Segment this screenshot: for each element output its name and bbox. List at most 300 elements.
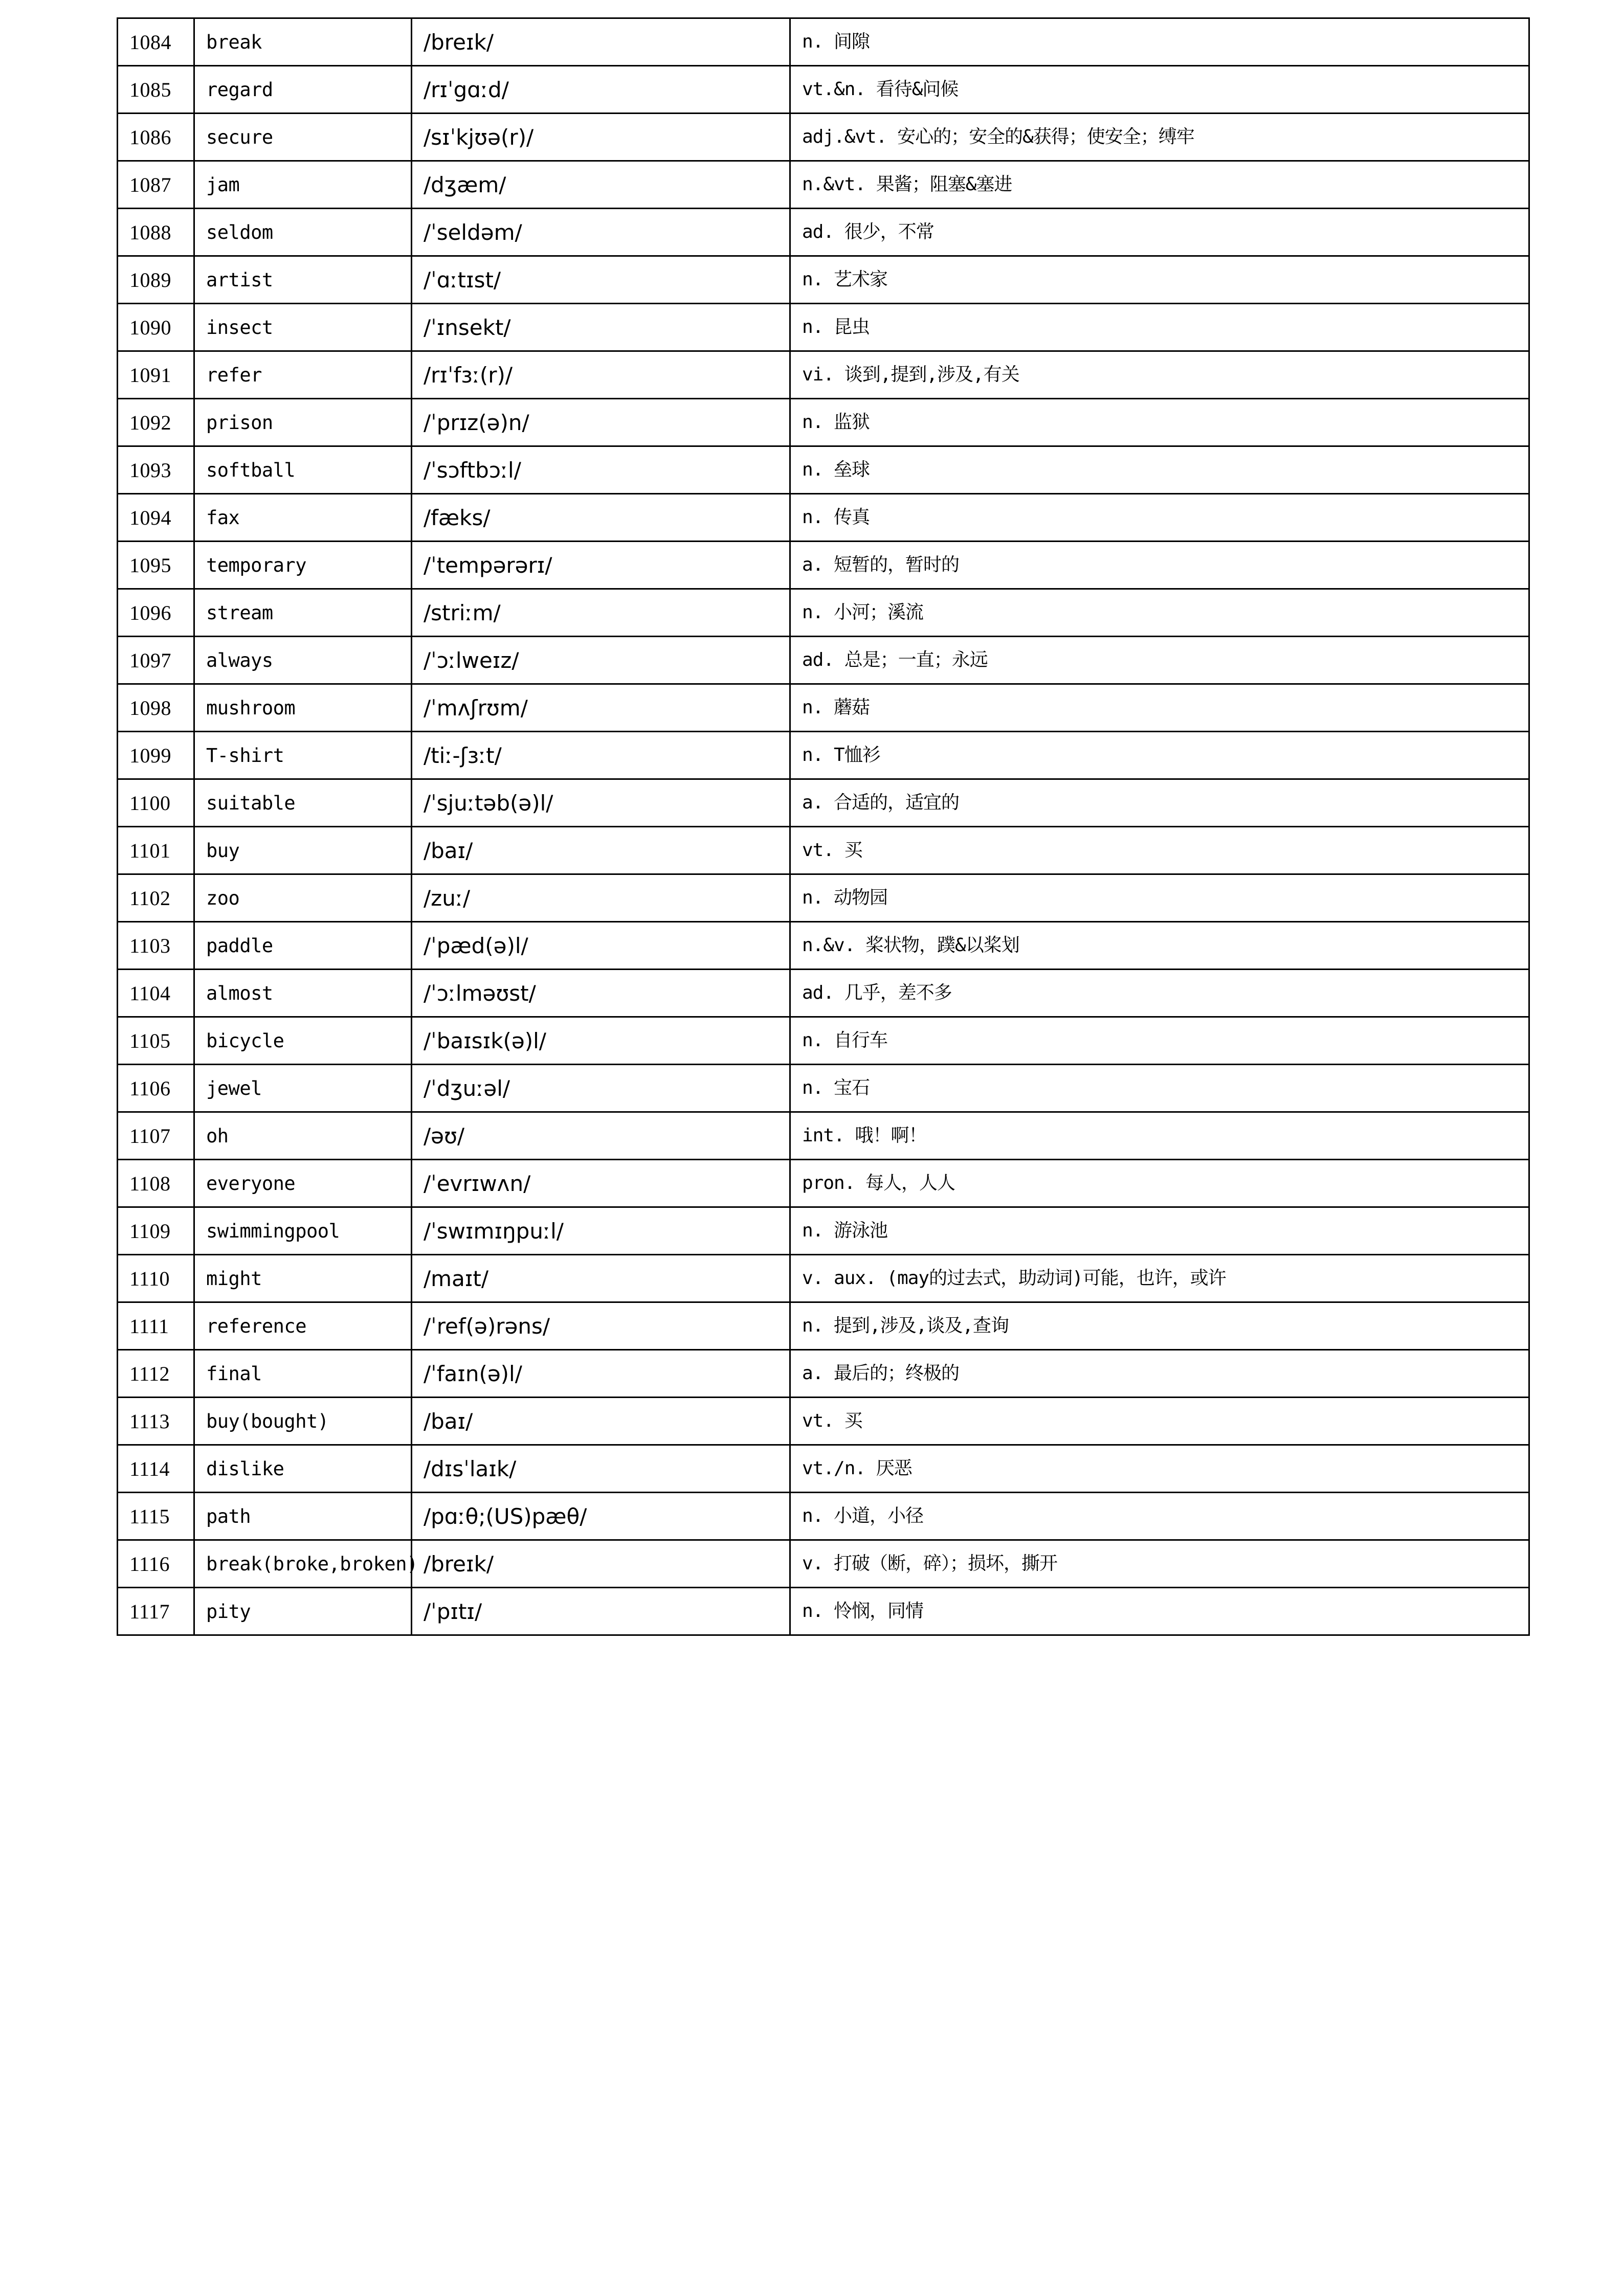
- entry-word: oh: [206, 1124, 229, 1147]
- entry-definition-cell: [790, 589, 1529, 637]
- entry-number-cell: [118, 1017, 194, 1065]
- entry-definition: adj.&vt. 安心的；安全的&获得；使安全；缚牢: [802, 126, 1194, 148]
- entry-definition-cell: [790, 1065, 1529, 1112]
- table-row: [118, 1540, 1529, 1588]
- entry-word: mushroom: [206, 696, 296, 719]
- entry-definition-cell: [790, 304, 1529, 351]
- entry-phonetic-cell: [412, 1588, 790, 1635]
- entry-number: 1099: [129, 744, 171, 767]
- entry-definition: n. 自行车: [802, 1030, 888, 1051]
- table-row: [118, 1445, 1529, 1493]
- entry-number: 1098: [129, 696, 171, 719]
- entry-definition-cell: [790, 1017, 1529, 1065]
- entry-phonetic: /dɪsˈlaɪk/: [424, 1456, 517, 1481]
- entry-word: artist: [206, 268, 273, 291]
- entry-phonetic-cell: [412, 542, 790, 589]
- entry-number-cell: [118, 161, 194, 209]
- entry-phonetic-cell: [412, 1350, 790, 1398]
- entry-word-cell: [194, 1160, 412, 1207]
- entry-phonetic: /ˈpæd(ə)l/: [424, 933, 528, 958]
- entry-number: 1092: [129, 411, 171, 434]
- entry-word: seldom: [206, 221, 273, 243]
- entry-definition: ad. 总是；一直；永远: [802, 649, 988, 671]
- entry-word-cell: [194, 1445, 412, 1493]
- entry-number: 1107: [129, 1124, 171, 1147]
- entry-word: jam: [206, 173, 240, 196]
- entry-phonetic: /striːm/: [424, 600, 501, 625]
- entry-definition: n. 监狱: [802, 412, 870, 433]
- entry-phonetic: /ˈsjuːtəb(ə)l/: [424, 790, 553, 816]
- entry-word: buy: [206, 839, 240, 862]
- entry-phonetic-cell: [412, 1255, 790, 1302]
- entry-word-cell: [194, 1493, 412, 1540]
- entry-number-cell: [118, 1493, 194, 1540]
- entry-number-cell: [118, 1588, 194, 1635]
- entry-definition-cell: [790, 399, 1529, 446]
- entry-number: 1090: [129, 316, 171, 339]
- entry-phonetic: /ˈevrɪwʌn/: [424, 1170, 531, 1196]
- entry-definition: n. 蘑菇: [802, 697, 870, 718]
- entry-phonetic: /ˈref(ə)rəns/: [424, 1313, 550, 1339]
- entry-word: prison: [206, 411, 273, 434]
- entry-definition-cell: [790, 494, 1529, 542]
- entry-phonetic-cell: [412, 1112, 790, 1160]
- entry-definition: n. 传真: [802, 507, 870, 528]
- entry-word-cell: [194, 351, 412, 399]
- entry-number: 1084: [129, 30, 171, 54]
- entry-phonetic-cell: [412, 922, 790, 970]
- entry-phonetic: /sɪˈkjʊə(r)/: [424, 124, 534, 150]
- entry-definition: n. 小道，小径: [802, 1505, 924, 1527]
- entry-definition-cell: [790, 542, 1529, 589]
- entry-phonetic-cell: [412, 66, 790, 114]
- entry-definition: n.&v. 桨状物，蹼&以桨划: [802, 935, 1019, 956]
- entry-word: everyone: [206, 1172, 296, 1195]
- table-row: [118, 542, 1529, 589]
- entry-definition: n. 提到,涉及,谈及,查询: [802, 1315, 1009, 1337]
- entry-number: 1111: [129, 1314, 169, 1338]
- entry-word: might: [206, 1267, 262, 1290]
- entry-definition-cell: [790, 684, 1529, 732]
- entry-number-cell: [118, 1445, 194, 1493]
- entry-number: 1088: [129, 220, 171, 244]
- table-row: [118, 1302, 1529, 1350]
- entry-definition: n. 垒球: [802, 459, 870, 481]
- entry-word: pity: [206, 1600, 251, 1623]
- entry-word: path: [206, 1505, 251, 1527]
- table-row: [118, 589, 1529, 637]
- entry-definition: vt. 买: [802, 1410, 862, 1432]
- entry-word: stream: [206, 601, 273, 624]
- entry-word-cell: [194, 922, 412, 970]
- entry-number: 1097: [129, 648, 171, 672]
- entry-number: 1105: [129, 1029, 171, 1052]
- entry-definition: a. 最后的；终极的: [802, 1363, 960, 1384]
- entry-definition-cell: [790, 1540, 1529, 1588]
- entry-phonetic: /ˈɑːtɪst/: [424, 267, 501, 292]
- entry-number-cell: [118, 114, 194, 161]
- entry-definition-cell: [790, 1493, 1529, 1540]
- table-row: [118, 1350, 1529, 1398]
- entry-definition: n. 小河；溪流: [802, 602, 924, 623]
- table-row: [118, 399, 1529, 446]
- entry-number: 1091: [129, 363, 171, 387]
- entry-word-cell: [194, 1302, 412, 1350]
- entry-phonetic-cell: [412, 161, 790, 209]
- entry-word-cell: [194, 1207, 412, 1255]
- entry-number: 1100: [129, 791, 171, 815]
- entry-definition-cell: [790, 161, 1529, 209]
- entry-word: softball: [206, 459, 296, 481]
- entry-number: 1093: [129, 458, 171, 482]
- entry-number: 1089: [129, 268, 171, 291]
- entry-definition: n. 游泳池: [802, 1220, 888, 1242]
- entry-phonetic-cell: [412, 637, 790, 684]
- entry-word: jewel: [206, 1077, 262, 1099]
- entry-definition: vt. 买: [802, 840, 862, 861]
- entry-definition-cell: [790, 732, 1529, 779]
- table-row: [118, 970, 1529, 1017]
- table-row: [118, 1112, 1529, 1160]
- entry-word-cell: [194, 209, 412, 256]
- entry-word-cell: [194, 874, 412, 922]
- entry-number: 1095: [129, 553, 171, 577]
- table-row: [118, 18, 1529, 66]
- entry-word-cell: [194, 399, 412, 446]
- entry-definition-cell: [790, 351, 1529, 399]
- entry-number-cell: [118, 1398, 194, 1445]
- entry-number: 1112: [129, 1362, 170, 1385]
- entry-phonetic: /fæks/: [424, 505, 491, 530]
- table-row: [118, 779, 1529, 827]
- table-row: [118, 256, 1529, 304]
- entry-definition: v. 打破（断，碎）；损坏，撕开: [802, 1553, 1058, 1574]
- entry-phonetic-cell: [412, 1065, 790, 1112]
- entry-definition-cell: [790, 1160, 1529, 1207]
- entry-definition-cell: [790, 874, 1529, 922]
- entry-number-cell: [118, 1207, 194, 1255]
- entry-word-cell: [194, 1588, 412, 1635]
- entry-definition-cell: [790, 827, 1529, 874]
- entry-definition: n. T恤衫: [802, 745, 880, 766]
- entry-phonetic-cell: [412, 1160, 790, 1207]
- entry-definition-cell: [790, 66, 1529, 114]
- entry-number: 1096: [129, 601, 171, 624]
- entry-number-cell: [118, 589, 194, 637]
- entry-definition-cell: [790, 970, 1529, 1017]
- table-row: [118, 351, 1529, 399]
- table-row: [118, 684, 1529, 732]
- entry-definition: n. 间隙: [802, 31, 870, 53]
- entry-word: always: [206, 649, 273, 671]
- entry-number-cell: [118, 18, 194, 66]
- table-row: [118, 494, 1529, 542]
- entry-number-cell: [118, 1350, 194, 1398]
- entry-word: dislike: [206, 1457, 284, 1480]
- table-row: [118, 304, 1529, 351]
- entry-number-cell: [118, 304, 194, 351]
- entry-definition: a. 短暂的，暂时的: [802, 554, 960, 576]
- table-row: [118, 732, 1529, 779]
- entry-number-cell: [118, 1255, 194, 1302]
- entry-phonetic-cell: [412, 684, 790, 732]
- entry-number-cell: [118, 1302, 194, 1350]
- entry-definition-cell: [790, 1398, 1529, 1445]
- entry-phonetic: /ˈtempərərɪ/: [424, 552, 552, 578]
- entry-definition-cell: [790, 1255, 1529, 1302]
- entry-definition-cell: [790, 779, 1529, 827]
- entry-word: almost: [206, 982, 273, 1004]
- entry-phonetic: /maɪt/: [424, 1266, 489, 1291]
- entry-number-cell: [118, 256, 194, 304]
- entry-number: 1116: [129, 1552, 170, 1575]
- entry-phonetic: /ˈɔːlweɪz/: [424, 647, 519, 673]
- entry-phonetic-cell: [412, 1207, 790, 1255]
- table-row: [118, 1160, 1529, 1207]
- table-row: [118, 1493, 1529, 1540]
- entry-phonetic-cell: [412, 209, 790, 256]
- entry-definition-cell: [790, 18, 1529, 66]
- table-row: [118, 1398, 1529, 1445]
- entry-number: 1108: [129, 1172, 171, 1195]
- entry-phonetic-cell: [412, 874, 790, 922]
- table-row: [118, 66, 1529, 114]
- entry-word: break: [206, 31, 262, 53]
- entry-definition: ad. 很少，不常: [802, 221, 934, 243]
- entry-phonetic: /ˈbaɪsɪk(ə)l/: [424, 1028, 546, 1053]
- entry-word-cell: [194, 256, 412, 304]
- entry-word: break(broke,broken): [206, 1552, 418, 1575]
- entry-number: 1094: [129, 506, 171, 529]
- entry-number-cell: [118, 209, 194, 256]
- entry-number: 1085: [129, 78, 171, 101]
- table-row: [118, 161, 1529, 209]
- entry-definition: n. 昆虫: [802, 317, 870, 338]
- entry-definition-cell: [790, 1207, 1529, 1255]
- entry-phonetic-cell: [412, 589, 790, 637]
- entry-number: 1117: [129, 1600, 170, 1623]
- entry-number-cell: [118, 446, 194, 494]
- entry-number-cell: [118, 732, 194, 779]
- entry-word-cell: [194, 732, 412, 779]
- entry-definition-cell: [790, 209, 1529, 256]
- entry-phonetic: /ˈpɪtɪ/: [424, 1599, 482, 1624]
- entry-number-cell: [118, 684, 194, 732]
- entry-phonetic: /rɪˈfɜː(r)/: [424, 362, 513, 388]
- entry-word: swimmingpool: [206, 1220, 340, 1242]
- entry-definition: ad. 几乎，差不多: [802, 982, 952, 1004]
- entry-word: secure: [206, 126, 273, 148]
- entry-phonetic-cell: [412, 399, 790, 446]
- entry-phonetic-cell: [412, 1398, 790, 1445]
- table-row: [118, 1017, 1529, 1065]
- entry-word-cell: [194, 446, 412, 494]
- entry-number: 1115: [129, 1504, 170, 1528]
- entry-word: zoo: [206, 887, 240, 909]
- entry-number: 1109: [129, 1219, 171, 1243]
- entry-word-cell: [194, 66, 412, 114]
- entry-word-cell: [194, 684, 412, 732]
- entry-definition-cell: [790, 446, 1529, 494]
- entry-definition: vt./n. 厌恶: [802, 1458, 912, 1479]
- entry-phonetic: /zuː/: [424, 885, 471, 911]
- entry-word-cell: [194, 114, 412, 161]
- entry-number-cell: [118, 399, 194, 446]
- entry-word-cell: [194, 304, 412, 351]
- entry-definition-cell: [790, 256, 1529, 304]
- entry-phonetic-cell: [412, 732, 790, 779]
- entry-phonetic: /əʊ/: [424, 1123, 465, 1149]
- entry-definition: n. 艺术家: [802, 269, 888, 290]
- entry-number: 1087: [129, 173, 171, 196]
- entry-phonetic: /breɪk/: [424, 1551, 494, 1577]
- entry-word-cell: [194, 827, 412, 874]
- entry-number-cell: [118, 970, 194, 1017]
- entry-number-cell: [118, 1065, 194, 1112]
- entry-word-cell: [194, 637, 412, 684]
- entry-word-cell: [194, 542, 412, 589]
- entry-word: refer: [206, 364, 262, 386]
- entry-word: fax: [206, 506, 240, 529]
- entry-number: 1104: [129, 981, 171, 1005]
- entry-phonetic: /ˈdʒuːəl/: [424, 1075, 510, 1101]
- entry-phonetic: /ˈsɔftbɔːl/: [424, 457, 521, 483]
- entry-number-cell: [118, 66, 194, 114]
- entry-number: 1103: [129, 934, 171, 957]
- entry-number-cell: [118, 1160, 194, 1207]
- entry-definition: pron. 每人，人人: [802, 1173, 955, 1194]
- entry-word: reference: [206, 1315, 306, 1337]
- entry-phonetic: /breɪk/: [424, 29, 494, 55]
- entry-definition: vt.&n. 看待&问候: [802, 79, 959, 100]
- entry-definition-cell: [790, 1112, 1529, 1160]
- entry-number-cell: [118, 542, 194, 589]
- entry-word-cell: [194, 494, 412, 542]
- entry-phonetic-cell: [412, 1493, 790, 1540]
- entry-phonetic: /ˈɔːlməʊst/: [424, 980, 536, 1006]
- entry-number-cell: [118, 1112, 194, 1160]
- entry-number-cell: [118, 779, 194, 827]
- table-row: [118, 1588, 1529, 1635]
- entry-word: buy(bought): [206, 1410, 329, 1432]
- entry-phonetic: /rɪˈgɑːd/: [424, 77, 509, 102]
- entry-phonetic: /baɪ/: [424, 1408, 473, 1434]
- entry-word-cell: [194, 1017, 412, 1065]
- entry-word: insect: [206, 316, 273, 339]
- entry-word: T-shirt: [206, 744, 284, 767]
- entry-definition-cell: [790, 1445, 1529, 1493]
- entry-definition-cell: [790, 922, 1529, 970]
- entry-phonetic-cell: [412, 18, 790, 66]
- entry-phonetic: /ˈfaɪn(ə)l/: [424, 1361, 522, 1386]
- entry-number-cell: [118, 1540, 194, 1588]
- entry-definition: n. 宝石: [802, 1077, 870, 1099]
- entry-phonetic-cell: [412, 1017, 790, 1065]
- table-row: [118, 874, 1529, 922]
- entry-phonetic: /ˈɪnsekt/: [424, 314, 511, 340]
- entry-word-cell: [194, 1065, 412, 1112]
- entry-definition: n. 动物园: [802, 887, 888, 909]
- entry-phonetic-cell: [412, 1445, 790, 1493]
- entry-phonetic-cell: [412, 256, 790, 304]
- entry-number: 1106: [129, 1076, 171, 1100]
- entry-word: suitable: [206, 792, 296, 814]
- entry-phonetic-cell: [412, 1540, 790, 1588]
- entry-word-cell: [194, 1540, 418, 1588]
- table-row: [118, 827, 1529, 874]
- table-row: [118, 114, 1529, 161]
- entry-word-cell: [194, 779, 412, 827]
- table-row: [118, 446, 1529, 494]
- entry-number-cell: [118, 351, 194, 399]
- vocabulary-table: [117, 17, 1530, 1636]
- entry-definition-cell: [790, 1302, 1529, 1350]
- entry-definition: a. 合适的，适宜的: [802, 792, 960, 814]
- entry-phonetic: /dʒæm/: [424, 172, 506, 197]
- table-row: [118, 209, 1529, 256]
- entry-number-cell: [118, 494, 194, 542]
- entry-word: final: [206, 1362, 262, 1385]
- entry-definition: n. 怜悯，同情: [802, 1601, 924, 1622]
- entry-number: 1110: [129, 1267, 170, 1290]
- entry-definition-cell: [790, 1588, 1529, 1635]
- entry-phonetic: /ˈseldəm/: [424, 219, 522, 245]
- entry-word-cell: [194, 161, 412, 209]
- table-row: [118, 1255, 1529, 1302]
- entry-word-cell: [194, 1350, 412, 1398]
- entry-number: 1086: [129, 125, 171, 149]
- entry-phonetic-cell: [412, 779, 790, 827]
- entry-definition-cell: [790, 1350, 1529, 1398]
- entry-word: regard: [206, 78, 273, 101]
- entry-phonetic: /ˈswɪmɪŋpuːl/: [424, 1218, 564, 1244]
- entry-phonetic: /baɪ/: [424, 838, 473, 863]
- entry-word-cell: [194, 1255, 412, 1302]
- entry-definition: v. aux. (may的过去式，助动词)可能，也许，或许: [802, 1268, 1226, 1289]
- entry-phonetic-cell: [412, 114, 790, 161]
- entry-word-cell: [194, 589, 412, 637]
- entry-phonetic-cell: [412, 827, 790, 874]
- entry-phonetic: /tiː-ʃɜːt/: [424, 742, 502, 768]
- entry-definition-cell: [790, 637, 1529, 684]
- entry-phonetic-cell: [412, 446, 790, 494]
- entry-number: 1101: [129, 839, 171, 862]
- entry-number-cell: [118, 827, 194, 874]
- entry-word: bicycle: [206, 1029, 284, 1052]
- table-row: [118, 1207, 1529, 1255]
- entry-definition: vi. 谈到,提到,涉及,有关: [802, 364, 1019, 386]
- entry-word: paddle: [206, 934, 273, 957]
- entry-phonetic: /ˈprɪz(ə)n/: [424, 410, 529, 435]
- entry-phonetic: /ˈmʌʃrʊm/: [424, 695, 528, 721]
- entry-phonetic-cell: [412, 304, 790, 351]
- entry-number-cell: [118, 922, 194, 970]
- entry-number: 1102: [129, 886, 171, 910]
- entry-definition-cell: [790, 114, 1529, 161]
- vocabulary-table-body: [118, 18, 1529, 1635]
- entry-word-cell: [194, 1398, 412, 1445]
- entry-number-cell: [118, 637, 194, 684]
- entry-phonetic-cell: [412, 1302, 790, 1350]
- entry-number: 1114: [129, 1457, 170, 1480]
- entry-definition: n.&vt. 果酱；阻塞&塞进: [802, 174, 1012, 195]
- entry-word-cell: [194, 18, 412, 66]
- table-row: [118, 637, 1529, 684]
- entry-number: 1113: [129, 1409, 170, 1433]
- entry-phonetic-cell: [412, 351, 790, 399]
- entry-number-cell: [118, 874, 194, 922]
- entry-word-cell: [194, 1112, 412, 1160]
